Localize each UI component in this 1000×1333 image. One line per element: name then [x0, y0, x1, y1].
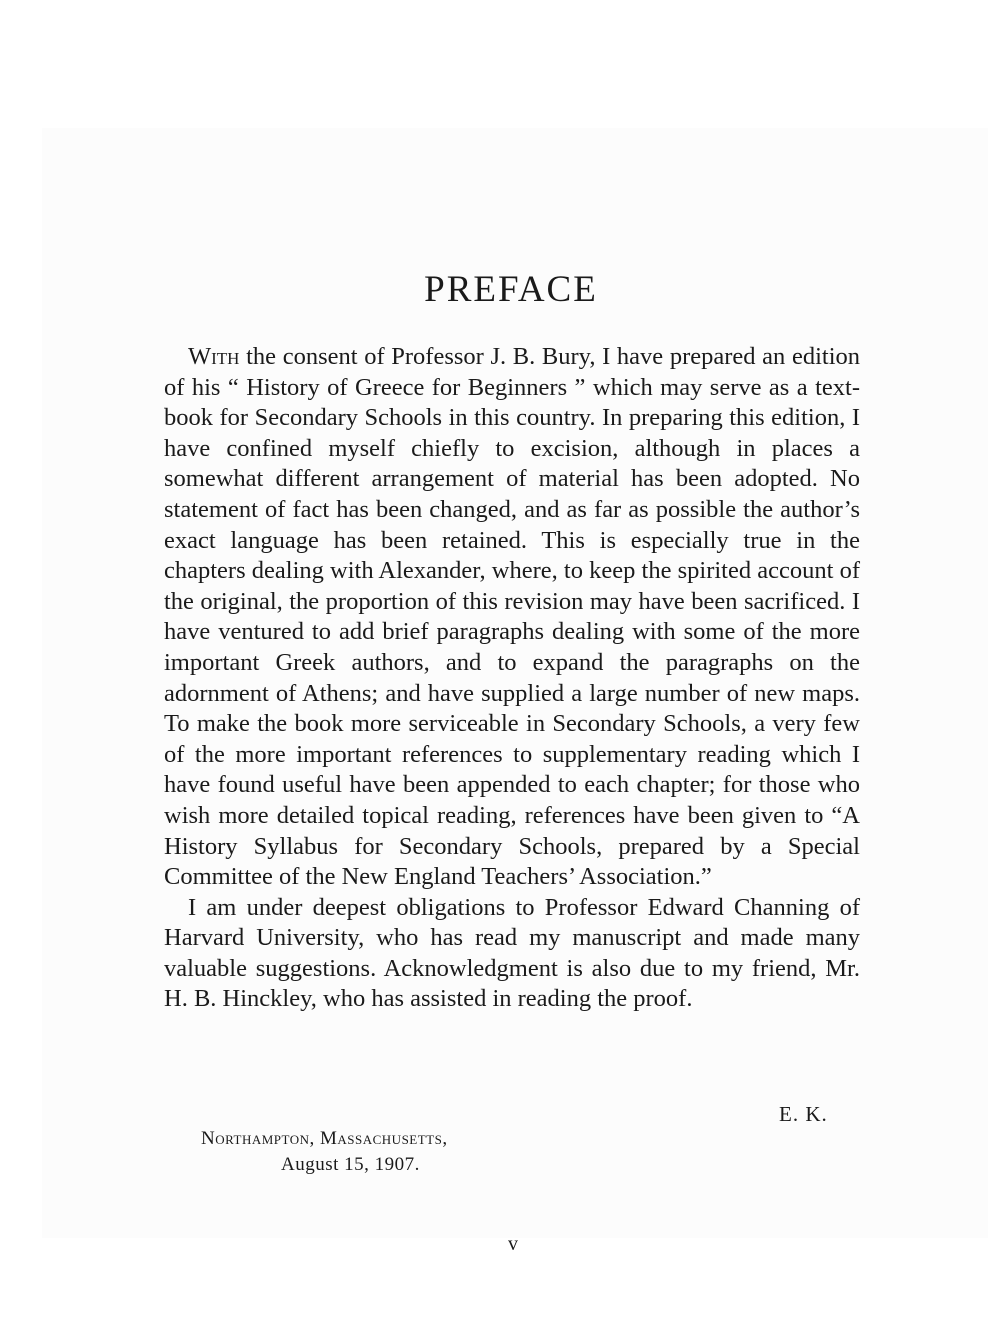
preface-paragraph-2: I am under deepest obligations to Professor Edward Channing of Harvard University, who has read my manuscript and made many valuable suggestions. Acknowledgment is also due to my friend, Mr. H. B. Hinckley, who has assisted in reading the proof. [164, 893, 860, 1013]
paragraph-1-text: the consent of Professor J. B. Bury, I have prepared an edition of his “ History of Greece for Beginners ” which may serve as a text-book for Secondary Schools in this country. In preparing this edition, I have confined myself chiefly to excision, although in places a somewhat different arrangement of material has been adopted. No statement of fact has been changed, and as far as possible the author’s exact language has been retained. This is especially true in the chapters dealing with Alexander, where, to keep the spirited account of the original, the proportion of this revision may have been sacrificed. I have ventured to add brief paragraphs dealing with some of the more important Greek authors, and to expand the paragraphs on the adornment of Athens; and have supplied a large number of new maps. To make the book more serviceable in Secondary Schools, a very few of the more important references to supplementary reading which I have found useful have been appended to each chapter; for those who wish more detailed topical reading, references have been given to “A History Syllabus for Secondary Schools, prepared by a Special Committee of the New England Teachers’ Association.” [164, 343, 860, 891]
place-line: Northampton, Massachusetts, [201, 1128, 448, 1149]
opening-word: With [188, 343, 240, 370]
page-number: v [508, 1233, 518, 1255]
author-initials: E. K. [779, 1102, 828, 1126]
preface-body [164, 342, 860, 1015]
preface-paragraph-1 [164, 342, 860, 893]
date-line: August 15, 1907. [281, 1154, 420, 1175]
page-title: PREFACE [424, 269, 598, 310]
